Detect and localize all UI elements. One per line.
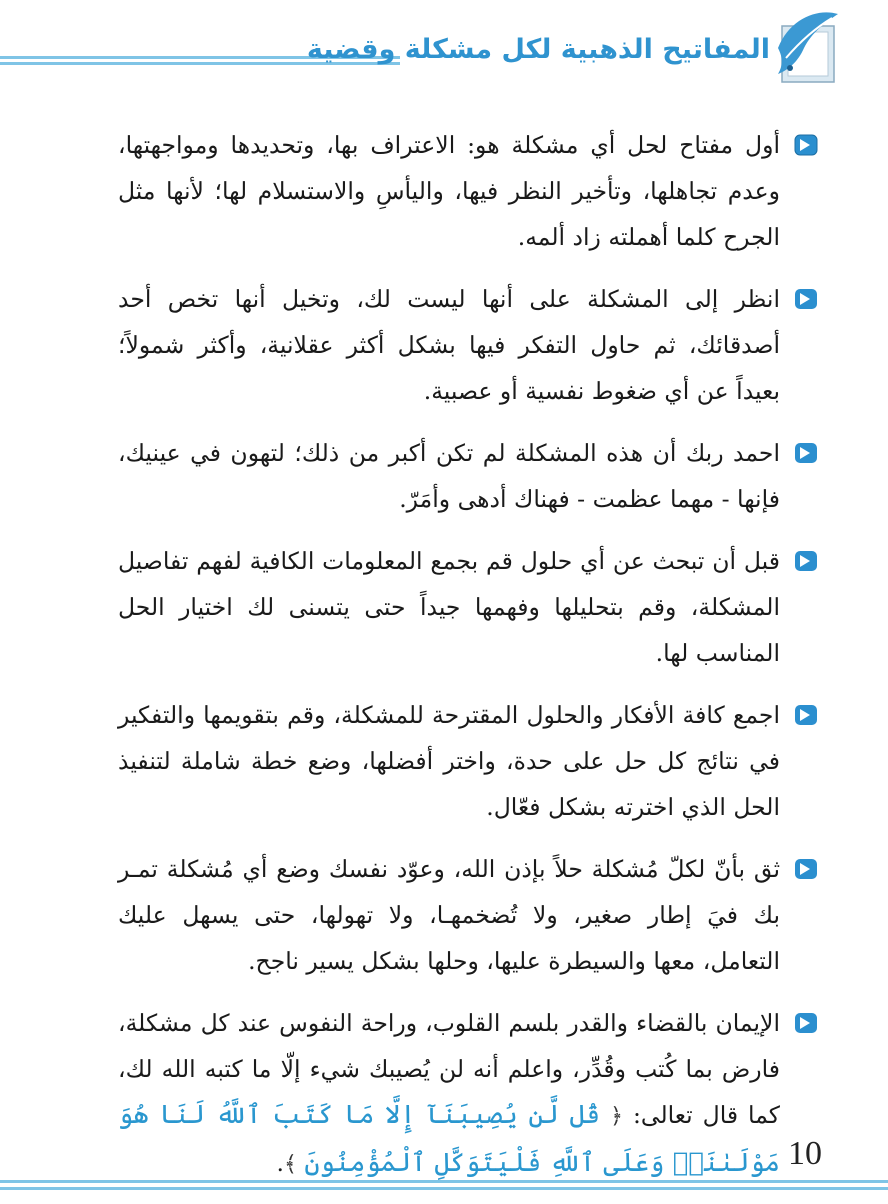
page-number: 10 [788, 1135, 822, 1172]
list-item [118, 538, 818, 676]
quran-bracket-close: ﴾ [284, 1152, 297, 1177]
item-text: ثق بأنّ لكلّ مُشكلة حلاً بإذن الله، وعوّد نفسك وضع أي مُشكلة تمـر بك فيَ إطار صغير، ولا تُضخمهـا، ولا تهولها، حتى يسهل عليك التعامل، معها والسيطرة عليها، وحلها بشكل يسير ناجح. [118, 855, 780, 975]
tips-list [118, 122, 818, 1204]
footer-rule [0, 1180, 888, 1194]
page-header [0, 0, 888, 100]
item-end: . [276, 1149, 285, 1177]
list-item [118, 1000, 818, 1188]
list-item [118, 846, 818, 984]
bullet-icon [794, 550, 818, 572]
list-item [118, 276, 818, 414]
item-text: انظر إلى المشكلة على أنها ليست لك، وتخيل أنها تخص أحد أصدقائك، ثم حاول التفكر فيها بشكل أكثر عقلانية، وأكثر شمولاً؛ بعيداً عن أي ضغوط نفسية أو عصبية. [118, 285, 780, 405]
quran-bracket-open: ﴿ [610, 1104, 623, 1129]
item-text: احمد ربك أن هذه المشكلة لم تكن أكبر من ذلك؛ لتهون في عينيك، فإنها - مهما عظمت - فهناك أدهى وأمَرّ. [118, 439, 780, 513]
item-text: أول مفتاح لحل أي مشكلة هو: الاعتراف بها، وتحديدها ومواجهتها، وعدم تجاهلها، وتأخير النظر فيها، واليأسِ والاستسلام لها؛ لأنها مثل الجرح كلما أهملته زاد ألمه. [118, 131, 780, 251]
pen-logo-icon [768, 8, 848, 88]
list-item [118, 122, 818, 260]
bullet-icon [794, 288, 818, 310]
list-item [118, 430, 818, 522]
bullet-icon [794, 442, 818, 464]
bullet-icon [794, 1012, 818, 1034]
bullet-icon [794, 704, 818, 726]
item-text: قبل أن تبحث عن أي حلول قم بجمع المعلومات الكافية لفهم تفاصيل المشكلة، وقم بتحليلها وفهمها جيداً حتى يتسنى لك اختيار الحل المناسب لها. [118, 547, 780, 667]
list-item [118, 692, 818, 830]
item-text: الإيمان بالقضاء والقدر بلسم القلوب، وراحة النفوس عند كل مشكلة، فارض بما كُتب وقُدِّر، واعلم أنه لن يُصيبك شيء إلّا ما كتبه الله لك، كما قال تعالى: [118, 1009, 780, 1129]
header-title: المفاتيح الذهبية لكل مشكلة وقضية [306, 34, 770, 65]
bullet-icon [794, 858, 818, 880]
quran-verse: قُل لَّن يُصِيبَنَآ إِلَّا مَا كَتَبَ ٱللَّهُ لَنَا هُوَ مَوْلَىٰنَاۚ وَعَلَى ٱللَّهِ فَلْيَتَوَكَّلِ ٱلْمُؤْمِنُونَ [118, 1100, 780, 1178]
item-text: اجمع كافة الأفكار والحلول المقترحة للمشكلة، وقم بتقويمها والتفكير في نتائج كل حل على حدة، واختر أفضلها، وضع خطة شاملة لتنفيذ الحل الذي اخترته بشكل فعّال. [118, 701, 780, 821]
bullet-icon [794, 134, 818, 156]
